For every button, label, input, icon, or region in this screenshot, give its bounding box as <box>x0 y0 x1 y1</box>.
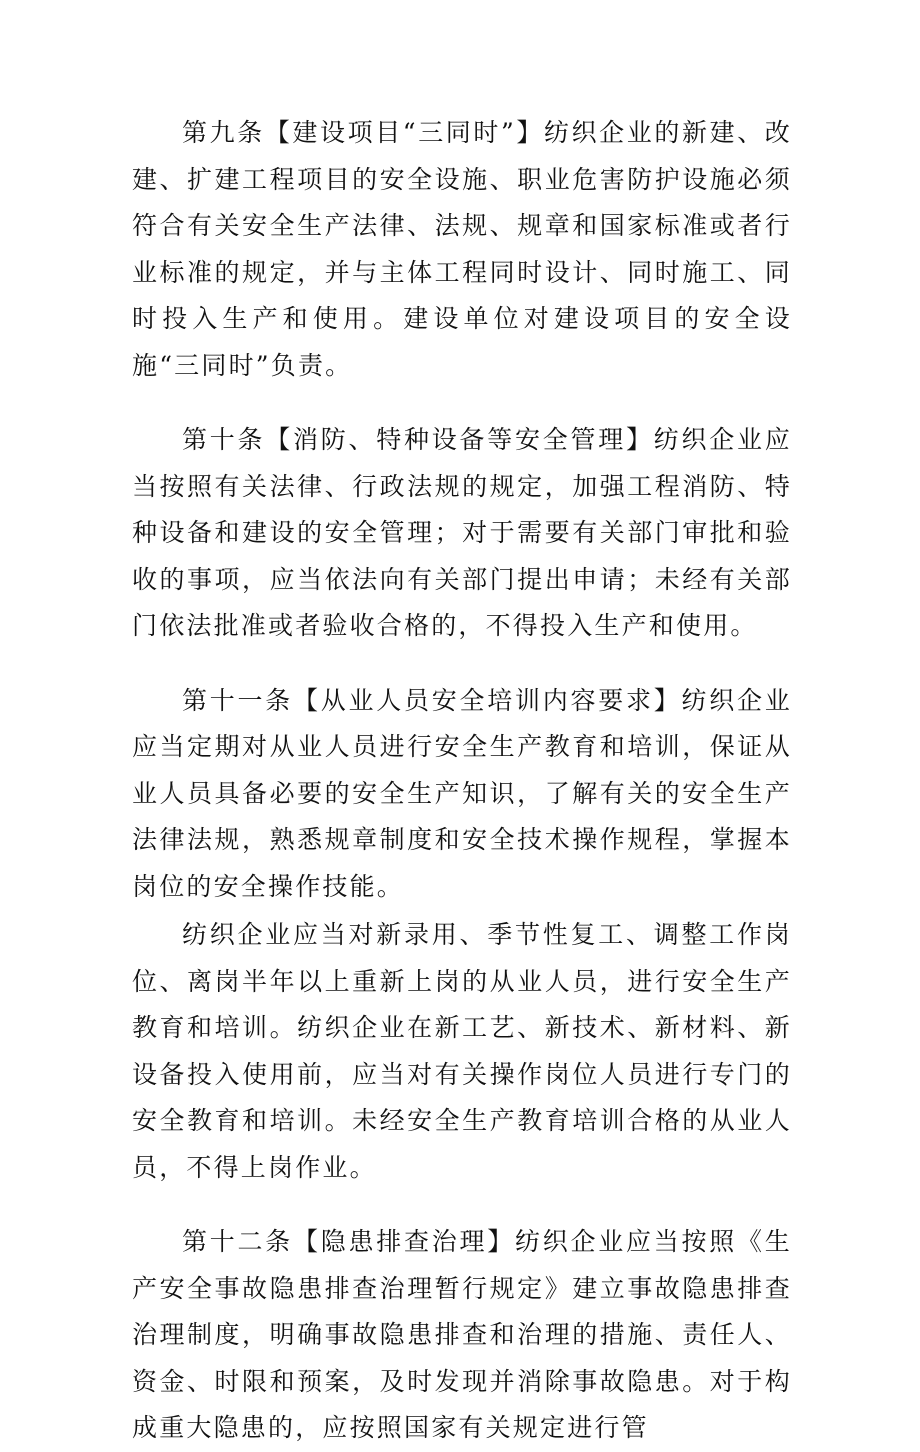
article-10-paragraph: 第十条【消防、特种设备等安全管理】纺织企业应当按照有关法律、行政法规的规定，加强工程消防、特种设备和建设的安全管理；对于需要有关部门审批和验收的事项，应当依法向有关部门提出申请；未经有关部门依法批准或者验收合格的，不得投入生产和使用。 <box>132 425 792 640</box>
article-12-paragraph: 第十二条【隐患排查治理】纺织企业应当按照《生产安全事故隐患排查治理暂行规定》建立事故隐患排查治理制度，明确事故隐患排查和治理的措施、责任人、资金、时限和预案，及时发现并消除事故隐患。对于构成重大隐患的，应按照国家有关规定进行管 <box>132 1227 792 1442</box>
article-11-paragraph: 第十一条【从业人员安全培训内容要求】纺织企业应当定期对从业人员进行安全生产教育和培训，保证从业人员具备必要的安全生产知识，了解有关的安全生产法律法规，熟悉规章制度和安全技术操作规程，掌握本岗位的安全操作技能。 <box>132 685 792 901</box>
article-9-paragraph: 第九条【建设项目“三同时”】纺织企业的新建、改建、扩建工程项目的安全设施、职业危害防护设施必须符合有关安全生产法律、法规、规章和国家标准或者行业标准的规定，并与主体工程同时设计、同时施工、同时投入生产和使用。建设单位对建设项目的安全设施“三同时”负责。 <box>132 118 792 380</box>
article-11-continuation-paragraph: 纺织企业应当对新录用、季节性复工、调整工作岗位、离岗半年以上重新上岗的从业人员，进行安全生产教育和培训。纺织企业在新工艺、新技术、新材料、新设备投入使用前，应当对有关操作岗位人员进行专门的安全教育和培训。未经安全生产教育培训合格的从业人员，不得上岗作业。 <box>132 920 792 1182</box>
